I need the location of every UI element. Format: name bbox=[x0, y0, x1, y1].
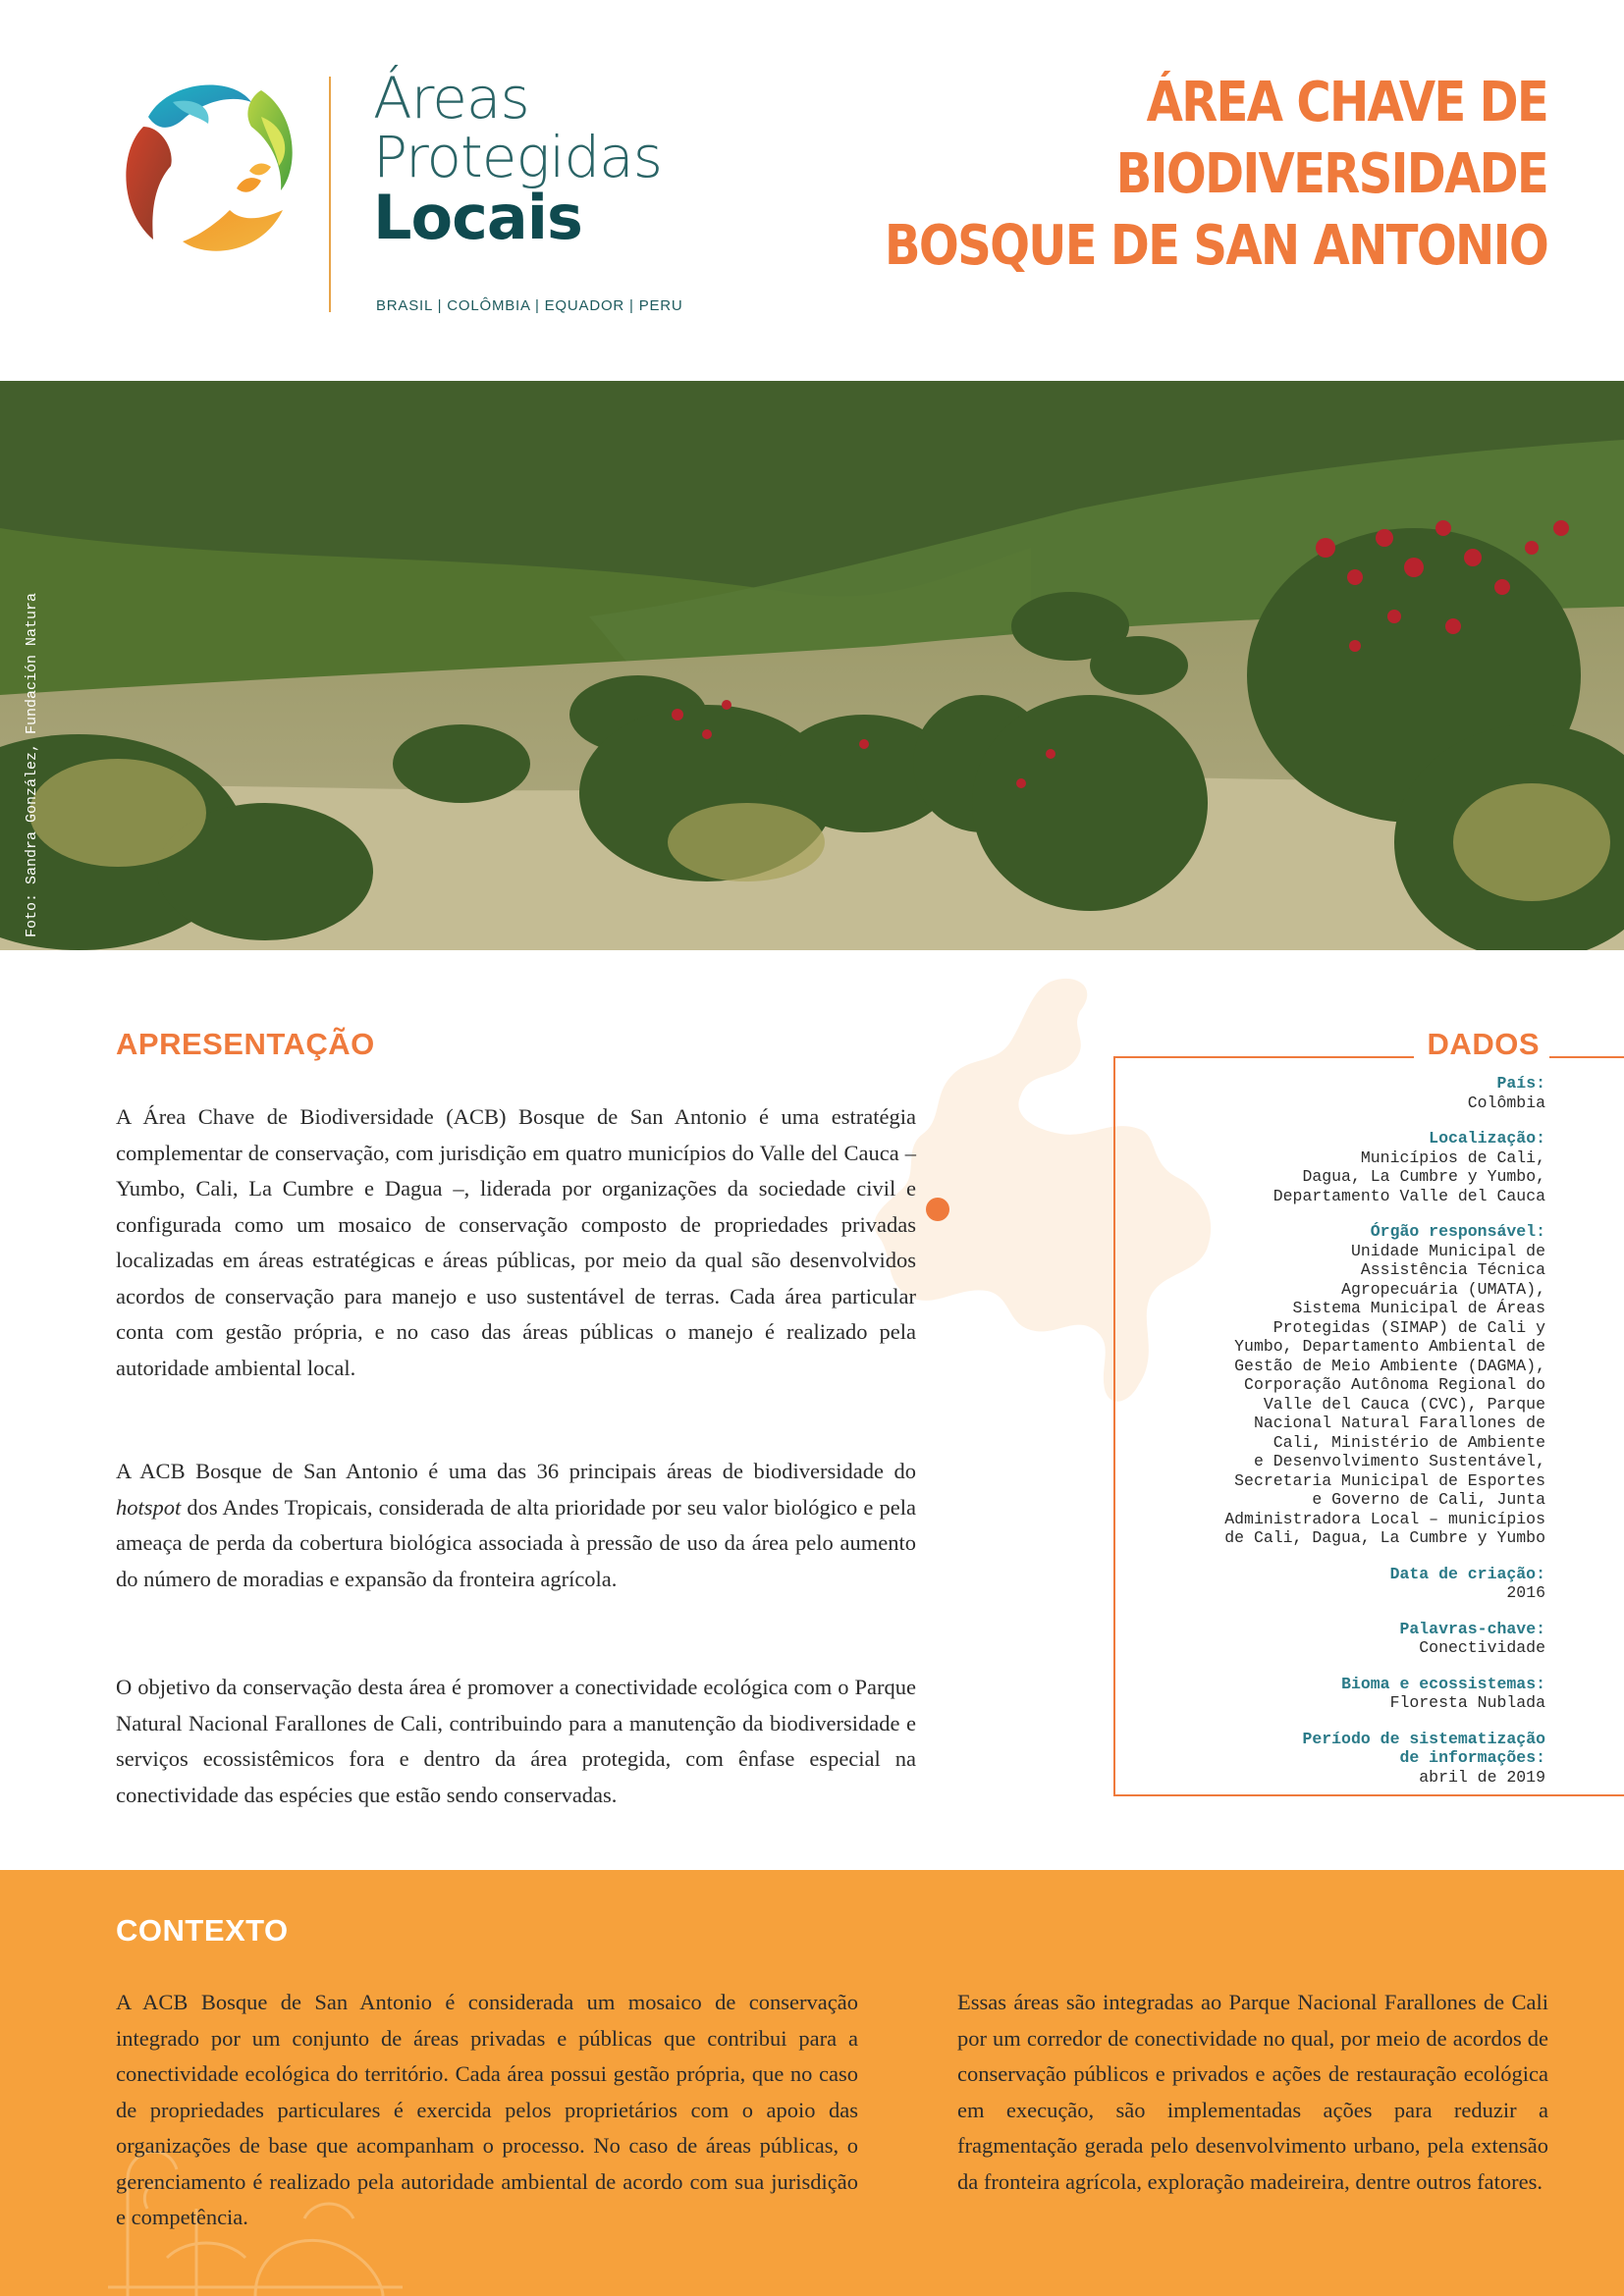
dados-item bbox=[1133, 1129, 1545, 1205]
presentation-paragraph: A Área Chave de Biodiversidade (ACB) Bosque de San Antonio é uma estratégia complementar de conservação, com jurisdição em quatro municípios do Valle del Cauca – Yumbo, Cali, La Cumbre e Dagua –, liderada por organizações da sociedade civil e configurada como um mosaico de conservação composto de propriedades privadas localizadas em áreas estratégicas e áreas públicas, por meio da qual são desenvolvidos acordos de conservação para manejo e uso sustentável de terras. Cada área particular conta com gestão própria, e no caso das áreas públicas o manejo é realizado pela autoridade ambiental local. bbox=[116, 1104, 916, 1380]
contexto-paragraph-right: Essas áreas são integradas ao Parque Nacional Farallones de Cali por um corredor de conectividade no qual, por meio de acordos de conservação públicos e privados e ações de restauração ecológica em execução, são implementadas ações para reduzir a fragmentação gerada pelo desenvolvimento urbano, pela extensão da fronteira agrícola, exploração madeireira, dentre outros fatores. bbox=[957, 1990, 1548, 2194]
title-line: BIODIVERSIDADE bbox=[1115, 142, 1547, 206]
presentation-text-segment: dos Andes Tropicais, considerada de alta prioridade por seu valor biológico e pela ameaça de perda da cobertura biológica associada à pressão de uso da área pelo aumento do número de moradias e expansão da fronteira agrícola. bbox=[116, 1494, 916, 1591]
section-heading-apresentacao: APRESENTAÇÃO bbox=[116, 1027, 375, 1061]
dados-label: Palavras-chave: bbox=[1399, 1619, 1545, 1638]
photo-credit-text: Foto: Sandra González, Fundación Natura bbox=[24, 592, 40, 937]
dados-label: Bioma e ecossistemas: bbox=[1341, 1674, 1545, 1693]
dados-label: Órgão responsável: bbox=[1370, 1222, 1545, 1241]
presentation-text-segment: A ACB Bosque de San Antonio é uma das 36 principais áreas de biodiversidade do bbox=[116, 1459, 916, 1483]
title-line: ÁREA CHAVE DE bbox=[1146, 71, 1547, 134]
dados-label: Data de criação: bbox=[1389, 1564, 1545, 1583]
logo-countries: BRASIL | COLÔMBIA | EQUADOR | PERU bbox=[376, 297, 683, 314]
landscape-photo bbox=[0, 381, 1624, 950]
contexto-paragraph-left: A ACB Bosque de San Antonio é considerada um mosaico de conservação integrado por um conjunto de áreas privadas e públicas que contribui para a conectividade ecológica do território. Cada área possui gestão própria, que no caso de propriedades particulares é exercida pelos proprietários com o apoio das organizações de base que acompanham o processo. No caso de áreas públicas, o gerenciamento é realizado pela autoridade ambiental de acordo com sua jurisdição e competência. bbox=[116, 1990, 858, 2229]
dados-value: Floresta Nublada bbox=[1389, 1693, 1545, 1712]
dados-list bbox=[1133, 1074, 1545, 1803]
presentation-paragraph bbox=[116, 1454, 916, 1597]
photo-credit bbox=[24, 525, 39, 937]
dados-item bbox=[1133, 1675, 1545, 1713]
dados-label: Localização: bbox=[1429, 1129, 1545, 1148]
section-heading-dados: DADOS bbox=[1414, 1027, 1549, 1062]
title-line: BOSQUE DE SAN ANTONIO bbox=[884, 214, 1547, 278]
logo-divider bbox=[329, 77, 331, 312]
dados-value: Unidade Municipal de Assistência Técnica Agropecuária (UMATA), Sistema Municipal de Áreas Protegidas (SIMAP) de Cali y Yumbo, Departamento Ambiental de Gestão de Meio Ambiente (DAGMA), Corporação Autônoma Regional do Valle del Cauca (CVC), Parque Nacional Natural Farallones de Cali, Ministério de Ambiente e Desenvolvimento Sustentável, Secretaria Municipal de Esportes e Governo de Cali, Junta Administradora Local – municípios de Cali, Dagua, La Cumbre y Yumbo bbox=[1224, 1241, 1545, 1547]
dados-item bbox=[1133, 1620, 1545, 1658]
location-marker bbox=[926, 1198, 949, 1221]
dados-item bbox=[1133, 1074, 1545, 1112]
logo-word-locais: Locais bbox=[373, 182, 582, 253]
presentation-italic-term: hotspot bbox=[116, 1494, 182, 1520]
logo-wordmark bbox=[373, 65, 662, 253]
dados-value: 2016 bbox=[1506, 1583, 1545, 1602]
dados-label: Período de sistematização de informações: bbox=[1302, 1729, 1545, 1767]
dados-value: Municípios de Cali, Dagua, La Cumbre y Yumbo, Departamento Valle del Cauca bbox=[1272, 1148, 1545, 1205]
page-title bbox=[777, 67, 1547, 282]
presentation-paragraph: O objetivo da conservação desta área é promover a conectividade ecológica com o Parque Natural Nacional Farallones de Cali, contribuindo para a manutenção da biodiversidade e serviços ecossistêmicos fora e dentro da área protegida, com ênfase especial na conectividade das espécies que estão sendo conservadas. bbox=[116, 1675, 916, 1807]
dados-label: País: bbox=[1496, 1074, 1545, 1093]
dados-item bbox=[1133, 1565, 1545, 1603]
logo-word-areas: Áreas bbox=[373, 65, 529, 132]
dados-item bbox=[1133, 1222, 1545, 1548]
dados-item bbox=[1133, 1730, 1545, 1788]
section-heading-contexto: CONTEXTO bbox=[116, 1913, 289, 1948]
areas-protegidas-logo-mark bbox=[114, 73, 300, 259]
logo-word-protegidas: Protegidas bbox=[373, 124, 662, 190]
dados-value: Conectividade bbox=[1419, 1638, 1545, 1657]
dados-value: abril de 2019 bbox=[1419, 1767, 1545, 1787]
dados-value: Colômbia bbox=[1467, 1093, 1545, 1112]
